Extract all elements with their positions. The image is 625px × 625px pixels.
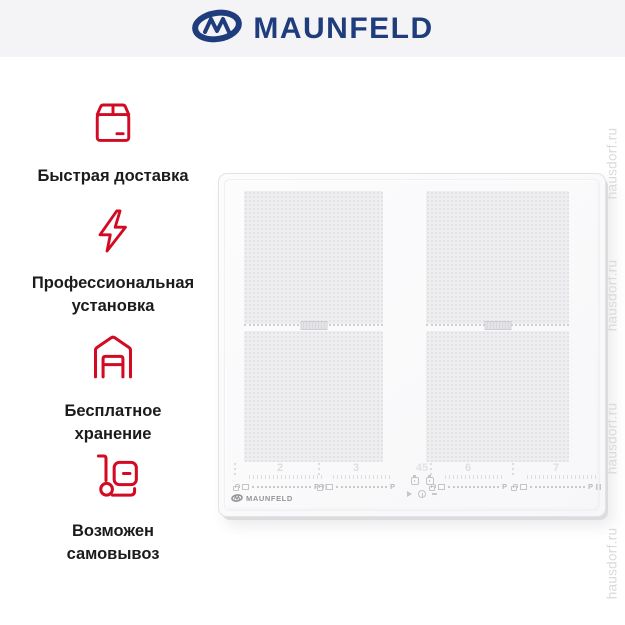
lock-icon bbox=[511, 486, 517, 491]
zone-control-2 bbox=[317, 462, 395, 496]
power-slider bbox=[336, 486, 387, 488]
cooking-zone-bottom-left bbox=[244, 331, 383, 462]
watermark-text: hausdorf.ru bbox=[604, 127, 620, 200]
expand-zone-icon bbox=[326, 484, 333, 490]
benefit-free-storage bbox=[53, 329, 173, 447]
power-slider bbox=[448, 486, 499, 488]
benefit-label: Профессиональная установка bbox=[31, 274, 195, 316]
cooking-zone-top-left bbox=[244, 191, 383, 324]
slider-tick-strip bbox=[249, 475, 323, 479]
benefit-label: Быстрая доставка bbox=[37, 167, 189, 185]
hand-truck-icon bbox=[53, 449, 173, 510]
lock-icon bbox=[429, 486, 435, 491]
maunfeld-logo bbox=[191, 9, 433, 48]
brand-wordmark: MAUNFELD bbox=[253, 11, 434, 45]
package-icon bbox=[23, 96, 203, 155]
expand-zone-icon bbox=[520, 484, 527, 490]
play-icon bbox=[407, 491, 412, 497]
power-slider bbox=[252, 486, 311, 488]
timer-icon bbox=[411, 477, 419, 485]
warehouse-icon bbox=[53, 329, 173, 390]
flex-zone-divider-left bbox=[244, 324, 383, 326]
expand-zone-icon bbox=[438, 484, 445, 490]
boost-label: P bbox=[313, 482, 319, 492]
watermark-text: hausdorf.ru bbox=[604, 402, 620, 475]
zone-control-3 bbox=[429, 462, 507, 496]
benefit-fast-delivery bbox=[23, 96, 203, 188]
benefit-label: Бесплатное хранение bbox=[64, 402, 162, 444]
header-band bbox=[0, 0, 625, 57]
watermark-text: hausdorf.ru bbox=[604, 259, 620, 332]
lightning-icon bbox=[27, 205, 199, 262]
zone-display-left bbox=[300, 321, 327, 330]
hob-brand-plate bbox=[231, 489, 293, 507]
power-icon bbox=[418, 490, 426, 498]
pause-icon bbox=[596, 484, 601, 490]
product-image-induction-hob bbox=[218, 173, 606, 517]
slider-tick-strip bbox=[333, 475, 391, 479]
flex-zone-divider-right bbox=[426, 324, 569, 326]
zone-display-right bbox=[484, 321, 511, 330]
zone-digit: 3 bbox=[352, 462, 360, 474]
benefit-pro-install bbox=[27, 205, 199, 319]
lock-icon bbox=[317, 486, 323, 491]
zone-digit: 7 bbox=[552, 462, 560, 474]
zone-digit: 2 bbox=[276, 462, 284, 474]
watermark-text: hausdorf.ru bbox=[604, 527, 620, 600]
benefit-pickup bbox=[53, 449, 173, 567]
maunfeld-mark-icon bbox=[191, 9, 243, 48]
cooking-zone-bottom-right bbox=[426, 331, 569, 462]
maunfeld-mark-icon-small bbox=[231, 489, 243, 507]
cooking-zone-top-right bbox=[426, 191, 569, 324]
zone-control-4 bbox=[511, 462, 601, 496]
boost-label: P bbox=[389, 482, 395, 492]
zone-digit: 6 bbox=[464, 462, 472, 474]
hob-brand-text: MAUNFELD bbox=[246, 493, 293, 503]
slider-tick-strip bbox=[527, 475, 597, 479]
benefit-label: Возможен самовывоз bbox=[66, 522, 160, 564]
power-slider bbox=[530, 486, 585, 488]
timer-value: 45 bbox=[415, 462, 429, 474]
boost-label: P bbox=[501, 482, 507, 492]
slider-tick-strip bbox=[445, 475, 503, 479]
boost-label: P bbox=[587, 482, 593, 492]
